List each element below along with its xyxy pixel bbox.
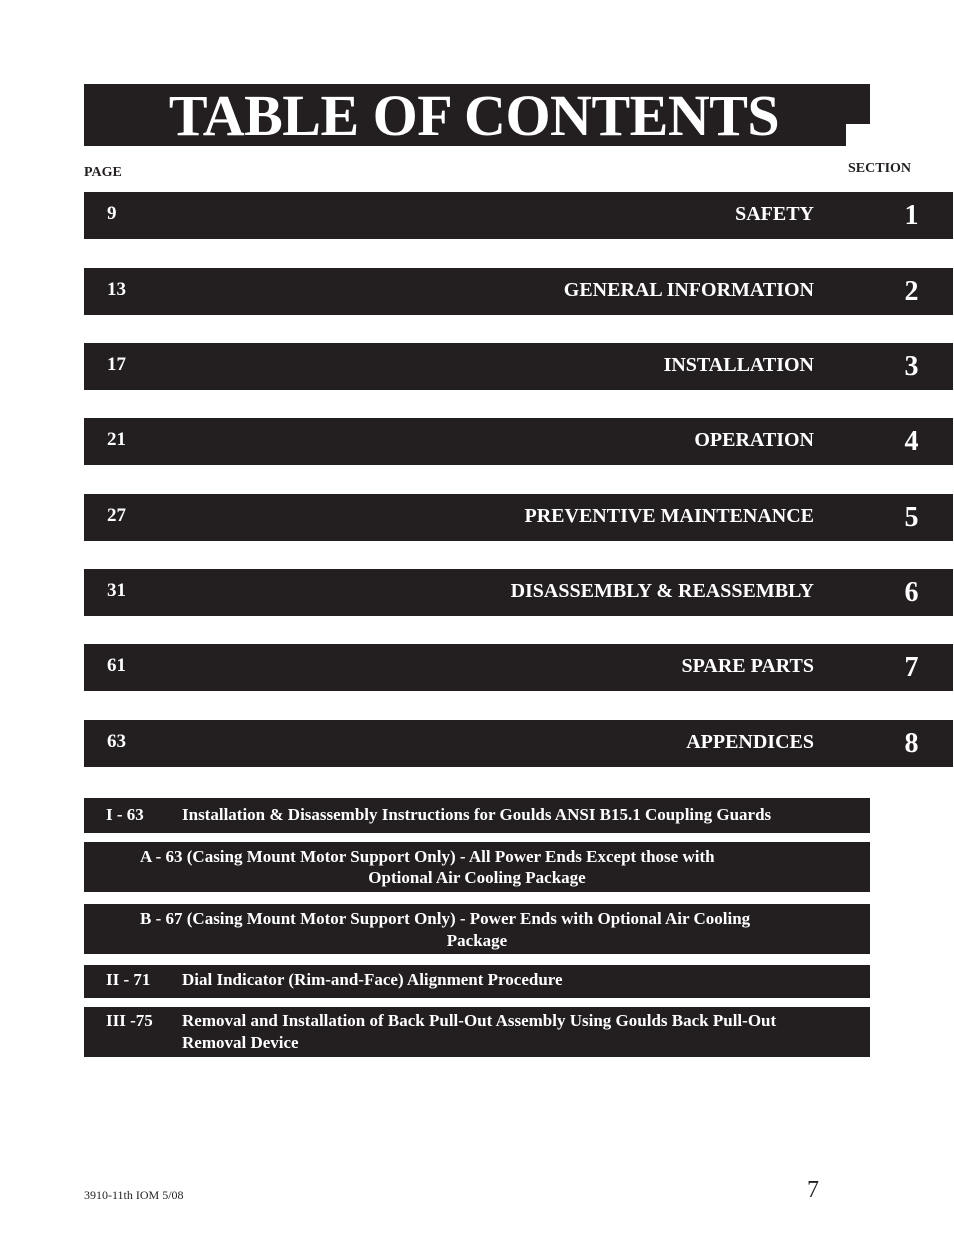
toc-row-disassembly-reassembly[interactable] — [84, 569, 870, 616]
toc-label: DISASSEMBLY & REASSEMBLY — [510, 580, 814, 602]
toc-label: APPENDICES — [686, 731, 814, 753]
toc-row-safety[interactable] — [84, 192, 870, 239]
toc-page-number: 27 — [107, 505, 126, 526]
appendix-title-line2: Removal Device — [182, 1033, 299, 1052]
toc-row-spare-parts[interactable] — [84, 644, 870, 691]
title-notch — [846, 124, 870, 146]
toc-page-number: 17 — [107, 354, 126, 375]
toc-label: SPARE PARTS — [681, 655, 814, 677]
toc-label: SAFETY — [735, 203, 814, 225]
appendix-title: Dial Indicator (Rim-and-Face) Alignment Procedure — [182, 970, 563, 989]
section-number: 7 — [904, 652, 919, 683]
toc-page-number: 31 — [107, 580, 126, 601]
section-tab-3[interactable] — [870, 343, 953, 390]
page-column-header: PAGE — [84, 165, 122, 180]
section-number: 4 — [904, 426, 919, 457]
toc-label: INSTALLATION — [663, 354, 814, 376]
appendix-i-a-row[interactable] — [84, 842, 870, 892]
toc-page-number: 13 — [107, 279, 126, 300]
section-number: 6 — [904, 577, 919, 608]
section-tab-7[interactable] — [870, 644, 953, 691]
document-id: 3910-11th IOM 5/08 — [84, 1188, 184, 1202]
section-number: 8 — [904, 728, 919, 759]
toc-page-number: 21 — [107, 429, 126, 450]
toc-page-number: 63 — [107, 731, 126, 752]
toc-row-general-information[interactable] — [84, 268, 870, 315]
page-title: TABLE OF CONTENTS — [168, 83, 780, 148]
section-tab-1[interactable] — [870, 192, 953, 239]
toc-page-number: 9 — [107, 203, 117, 224]
section-column-header: SECTION — [848, 161, 912, 176]
appendix-iii-row[interactable] — [84, 1007, 870, 1057]
section-number: 1 — [904, 200, 919, 231]
appendix-subtitle-line1: B - 67 (Casing Mount Motor Support Only) - Power Ends with Optional Air Cooling — [140, 909, 751, 928]
section-tab-4[interactable] — [870, 418, 953, 465]
appendix-number: III -75 — [106, 1011, 153, 1030]
section-number: 2 — [904, 276, 919, 307]
section-tab-2[interactable] — [870, 268, 953, 315]
section-tab-8[interactable] — [870, 720, 953, 767]
toc-row-operation[interactable] — [84, 418, 870, 465]
section-number: 3 — [904, 351, 919, 382]
appendix-title-line1: Removal and Installation of Back Pull-Out Assembly Using Goulds Back Pull-Out — [182, 1011, 777, 1030]
toc-row-installation[interactable] — [84, 343, 870, 390]
appendix-i-b-row[interactable] — [84, 904, 870, 954]
toc-row-preventive-maintenance[interactable] — [84, 494, 870, 541]
appendix-number: I - 63 — [106, 805, 144, 824]
section-tab-5[interactable] — [870, 494, 953, 541]
title-bar — [84, 84, 870, 146]
section-number: 5 — [904, 502, 919, 533]
section-tab-6[interactable] — [870, 569, 953, 616]
appendix-title: Installation & Disassembly Instructions for Goulds ANSI B15.1 Coupling Guards — [182, 805, 772, 824]
toc-label: GENERAL INFORMATION — [563, 279, 814, 301]
appendix-subtitle-line1: A - 63 (Casing Mount Motor Support Only) - All Power Ends Except those with — [140, 847, 715, 866]
toc-label: OPERATION — [694, 429, 814, 451]
appendix-i-row[interactable] — [84, 798, 870, 833]
appendix-subtitle-line2: Optional Air Cooling Package — [368, 868, 586, 887]
toc-label: PREVENTIVE MAINTENANCE — [524, 505, 814, 527]
toc-page-number: 61 — [107, 655, 126, 676]
page-number: 7 — [807, 1177, 819, 1203]
appendix-subtitle-line2: Package — [446, 931, 508, 950]
toc-row-appendices[interactable] — [84, 720, 870, 767]
appendix-number: II - 71 — [106, 970, 151, 989]
appendix-ii-row[interactable] — [84, 965, 870, 998]
